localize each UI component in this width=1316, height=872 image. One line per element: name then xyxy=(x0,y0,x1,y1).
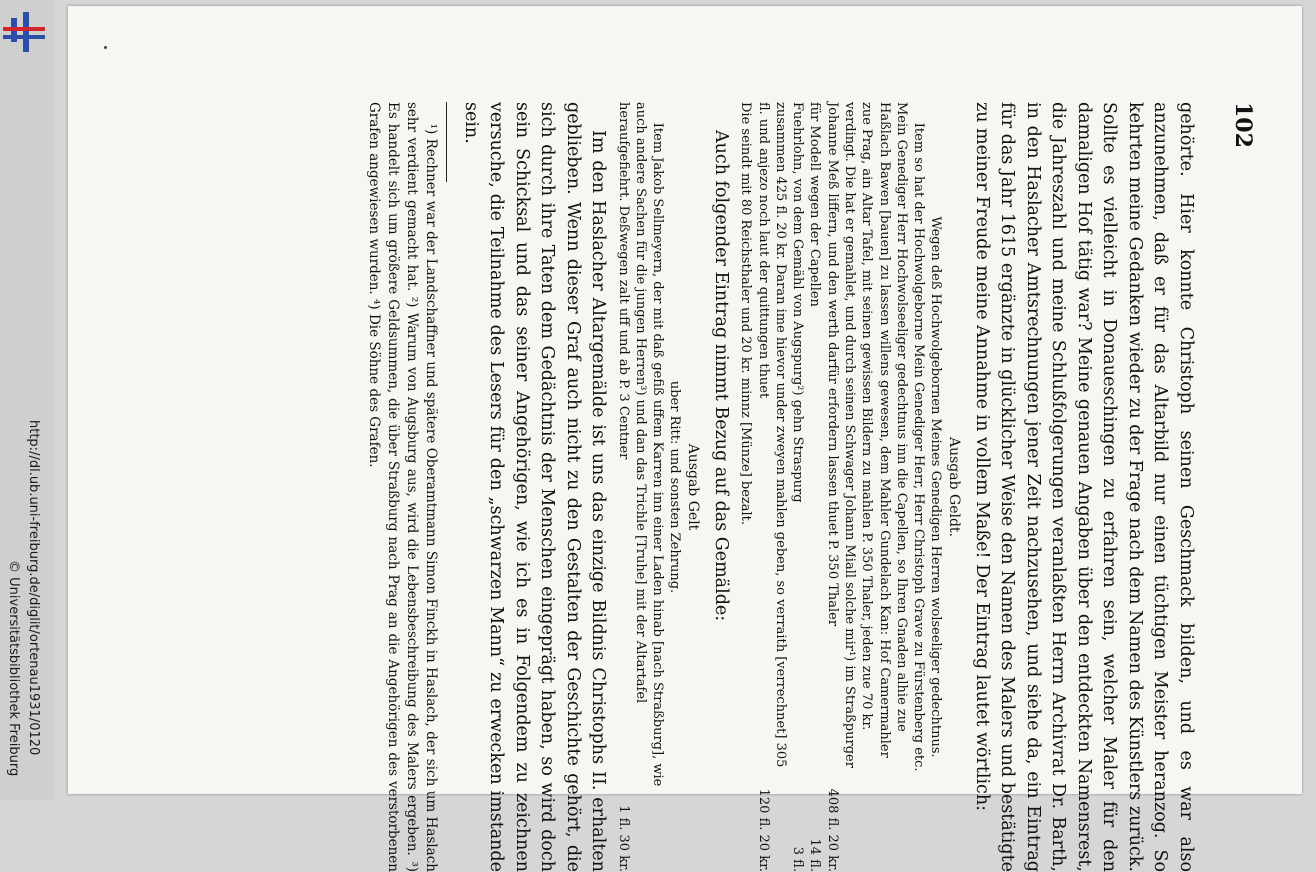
paragraph-conclusion: Im den Haslacher Altargemälde ist uns das einzige Bildnis Christophs II. erhalten geblieben. Wenn dieser Graf auch nicht zu den Gestalten der Geschichte gehört, die sich durch ihre Taten dem Gedächtnis der Menschen eingeprägt haben, so wird doch sein Schicksal und das seiner Angehörigen, wie ich es in Folgendem zu zeichnen versuche, die Teilnahme des Lesers für den „schwarzen Mann“ zu erwecken imstande sein. xyxy=(460,102,609,872)
entry-text: Item so hat der Hochwolgeborne Mein Genediger Herr, Herr Christoph Grave zu Fürstenberg etc. Mein Genediger Herr Hochwolseeliger gedechtnus inn die Capellen, so Ihren Gnaden alhie zue Haßlach Bawen [bauen] zu lassen willens gewesen, dem Mahler Gundelach Kan: Hof Camermahler zue Prag, ain Altar Tafel, mit seinen gewissen Bildern zu mahlen P. 350 Thaler, jeden zue 70 kr. verdingt. Die hat er gemahlet, und durch seinen Schwager Johann Miall solche mir¹) im Straßpurger Johanne Meß liffern, und den werth darfür erfordern lassen thuet P. 350 Thaler xyxy=(824,102,927,772)
entry-payment-note: Die seindt mit 80 Reichsthaler und 20 kr. minnz [Münze] bezalt. xyxy=(738,102,754,526)
viewer-sidebar xyxy=(0,0,55,800)
account-entry xyxy=(754,102,789,872)
source-url[interactable]: http://dl.ub.uni-freiburg.de/diglit/ortenau1931/0120 xyxy=(26,420,41,756)
page-body xyxy=(364,102,1198,872)
page-number: 102 xyxy=(1230,102,1256,148)
library-logo-icon xyxy=(3,10,45,54)
entry-amount: 3 fl. xyxy=(790,846,806,872)
heading-ausgab-gelt: Ausgab Gelt xyxy=(685,443,702,531)
entry-amount: 1 fl. 30 kr. xyxy=(615,805,631,872)
heading-uber-ritt: uber Ritt: und sonsten Zehrung. xyxy=(667,380,683,594)
scan-speck xyxy=(104,46,107,49)
entry-text: zusammen 425 fl. 20 kr. Daran ime hievor under zweyen mahlen geben, so verraith [verrechnet] 305 fl. und anjezo noch laut der quittungen thuet xyxy=(755,102,788,768)
paragraph-intro: gehörte. Hier konnte Christoph seinen Geschmack bilden, und es war also anzunehmen, daß er für das Altarbild nur einen tüchtigen Meister heranzog. So kehrten meine Gedanken wieder zu der Frage nach dem Namen des Künstlers zurück. Sollte es vielleicht in Donaueschingen zu erfahren sein, welcher Maler für den damaligen Hof tätig war? Meine genauen Angaben über den entdeckten Namensrest, die Jahreszahl und meine Schlußfolgerungen veranlaßten Herrn Archivrat Dr. Barth, in den Haslacher Amtsrechnungen jener Zeit nachzusehen, und siehe da, ein Eintrag für das Jahr 1615 ergänzte in glücklicher Weise den Namen des Malers und bestätigte zu meiner Freude meine Annahme in vollem Maße! Der Eintrag lautet wörtlich: xyxy=(972,102,1196,872)
heading-wegen: Wegen deß Hochwolgebornen Meines Genedigen Herren wolseeliger gedechtnus. xyxy=(928,216,944,758)
entry-text: für Modell wegen der Capellen xyxy=(807,102,823,307)
entry-amount: 408 fl. 20 kr. xyxy=(824,788,840,872)
entry-text: Item Jakob Sellmeyern, der mit daß gefiß uffem Karren inn einer Laden hinab [nach Straßburg], wie auch andere Sachen für die jungen Herren³) und dan das Trichle [Truhe] mit der Altartafel heraufgefiehrt. Deßwegen zalt uff und ab P. 3 Centner xyxy=(615,102,666,787)
scanned-page xyxy=(68,6,1302,872)
account-entry xyxy=(789,102,806,872)
paragraph-second-entry: Auch folgender Eintrag nimmt Bezug auf das Gemälde: xyxy=(710,130,731,622)
account-entry xyxy=(614,102,666,872)
footnote-divider xyxy=(446,102,447,182)
entry-amount: 14 fl. xyxy=(807,838,823,872)
account-entry xyxy=(806,102,823,872)
entry-amount: 120 fl. 20 kr. xyxy=(755,788,771,872)
entry-text: Fuehrlohn, von dem Gemähl von Augspurg²) gehn Straspurg xyxy=(790,102,806,503)
rotated-page-content xyxy=(118,102,1256,872)
heading-ausgab-geldt: Ausgab Geldt. xyxy=(946,436,963,538)
account-entry xyxy=(823,102,927,872)
copyright-notice: © Universitätsbibliothek Freiburg xyxy=(6,560,21,777)
footnotes: ¹) Rechner war der Landschaffner und spätere Oberamtmann Simon Finckh in Haslach, der sich um Haslach sehr verdient gemacht hat. ²) Warum von Augsburg aus, wird die Lebensbeschreibung des Malers ergeben. ³) Es handelt sich um größere Geldsummen, die über Straßburg nach Prag an die Angehörigen des verstorbenen Grafen angewiesen wurden. ⁴) Die Söhne des Grafen. xyxy=(366,102,440,872)
